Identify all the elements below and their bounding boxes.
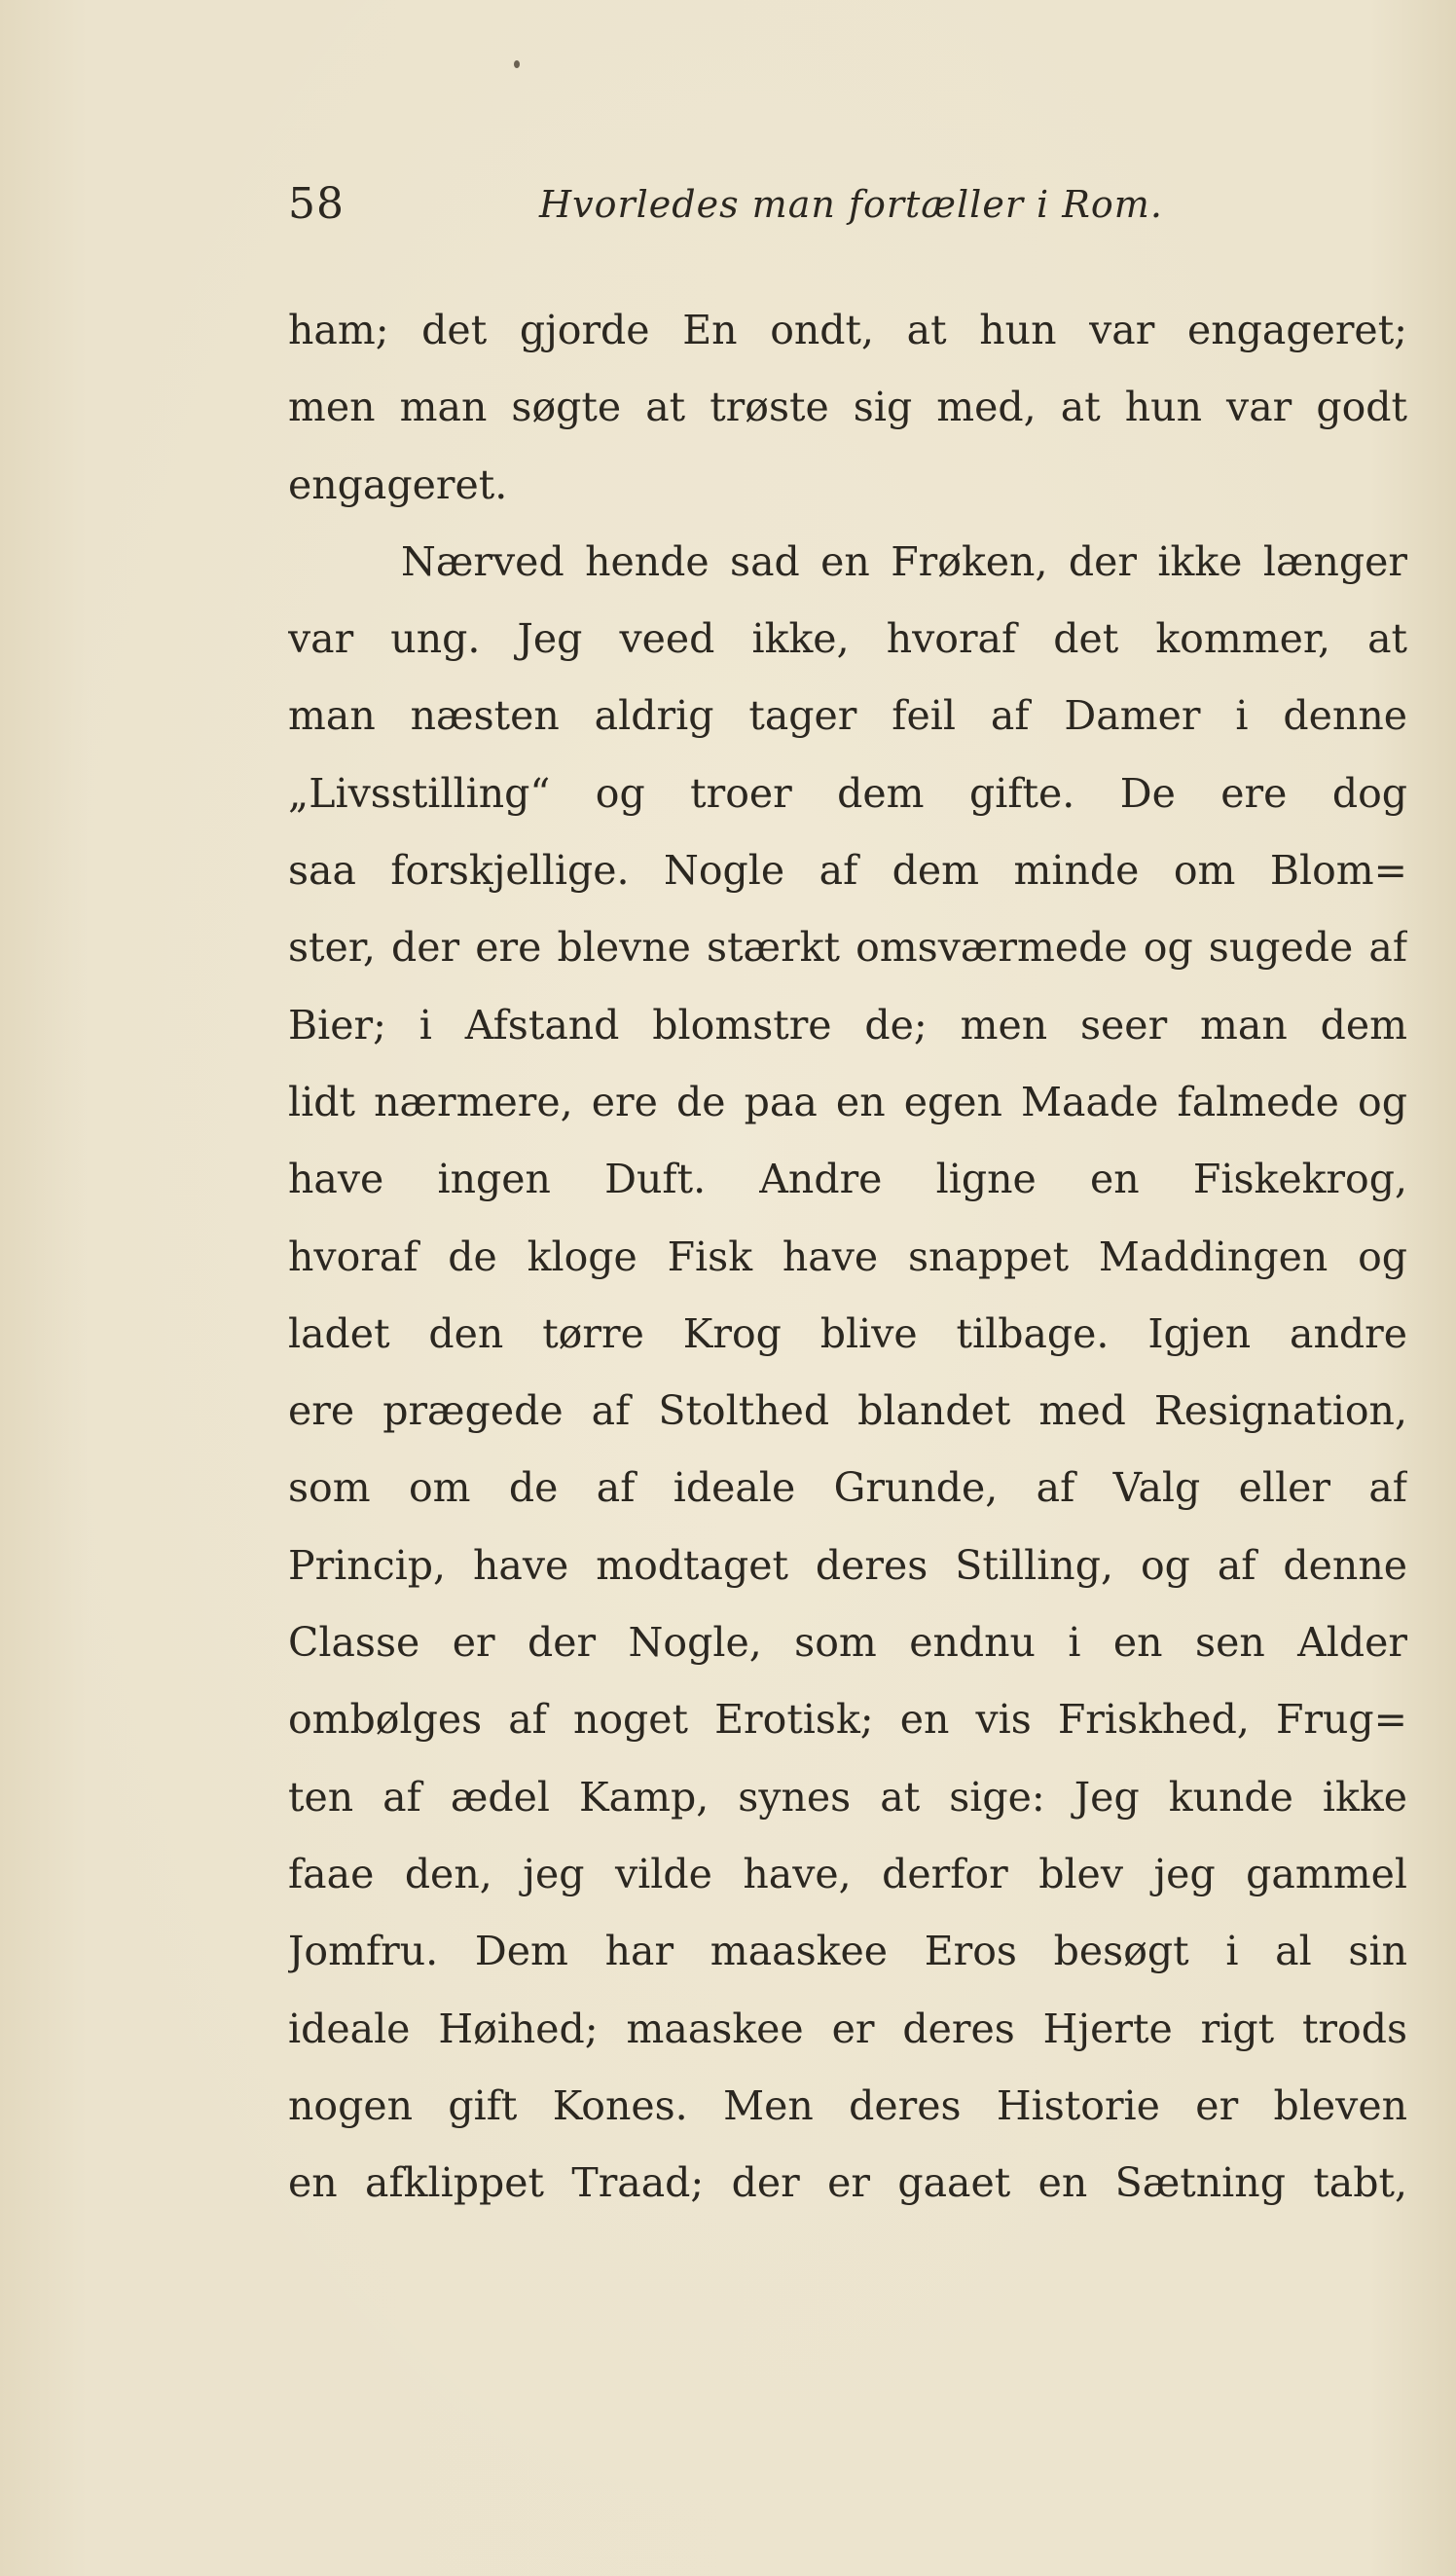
text-line: nogen gift Kones. Men deres Historie er bleven bbox=[288, 2081, 1407, 2129]
text-line: som om de af ideale Grunde, af Valg eller af bbox=[288, 1464, 1407, 1512]
text-line: en afklippet Traad; der er gaaet en Sætning tabt, bbox=[288, 2159, 1407, 2207]
text-line: ten af ædel Kamp, synes at sige: Jeg kunde ikke bbox=[288, 1773, 1407, 1821]
text-line: engageret. bbox=[288, 460, 508, 508]
text-line: lidt nærmere, ere de paa en egen Maade falmede og bbox=[288, 1078, 1407, 1125]
page-header bbox=[288, 175, 1407, 234]
text-line: ster, der ere blevne stærkt omsværmede og sugede af bbox=[288, 924, 1407, 972]
text-line: faae den, jeg vilde have, derfor blev jeg gammel bbox=[288, 1850, 1407, 1897]
ink-speck bbox=[514, 60, 520, 68]
running-head: Hvorledes man fortæller i Rom. bbox=[539, 183, 1163, 226]
text-line: man næsten aldrig tager feil af Damer i denne bbox=[288, 692, 1407, 740]
text-line: ombølges af noget Erotisk; en vis Friskhed, Frug= bbox=[288, 1696, 1407, 1744]
body-text bbox=[288, 292, 1407, 2222]
text-line: Princip, have modtaget deres Stilling, og af denne bbox=[288, 1541, 1407, 1589]
text-line: ideale Høihed; maaskee er deres Hjerte rigt trods bbox=[288, 2005, 1407, 2052]
text-line: saa forskjellige. Nogle af dem minde om Blom= bbox=[288, 847, 1407, 895]
text-line: ere prægede af Stolthed blandet med Resignation, bbox=[288, 1387, 1407, 1435]
text-line: men man søgte at trøste sig med, at hun var godt bbox=[288, 384, 1407, 431]
text-line: Nærved hende sad en Frøken, der ikke længer bbox=[401, 537, 1407, 585]
text-line: Jomfru. Dem har maaskee Eros besøgt i al sin bbox=[288, 1928, 1407, 1975]
text-line: ladet den tørre Krog blive tilbage. Igjen andre bbox=[288, 1309, 1407, 1357]
text-line: Classe er der Nogle, som endnu i en sen Alder bbox=[288, 1619, 1407, 1667]
text-line: var ung. Jeg veed ikke, hvoraf det kommer, at bbox=[288, 615, 1407, 663]
page-number: 58 bbox=[288, 179, 345, 229]
text-line: hvoraf de kloge Fisk have snappet Maddingen og bbox=[288, 1233, 1407, 1280]
text-line: Bier; i Afstand blomstre de; men seer man dem bbox=[288, 1001, 1407, 1049]
text-line: „Livsstilling“ og troer dem gifte. De ere dog bbox=[288, 769, 1407, 817]
text-line: have ingen Duft. Andre ligne en Fiskekrog, bbox=[288, 1156, 1407, 1203]
text-line: ham; det gjorde En ondt, at hun var engageret; bbox=[288, 307, 1407, 353]
